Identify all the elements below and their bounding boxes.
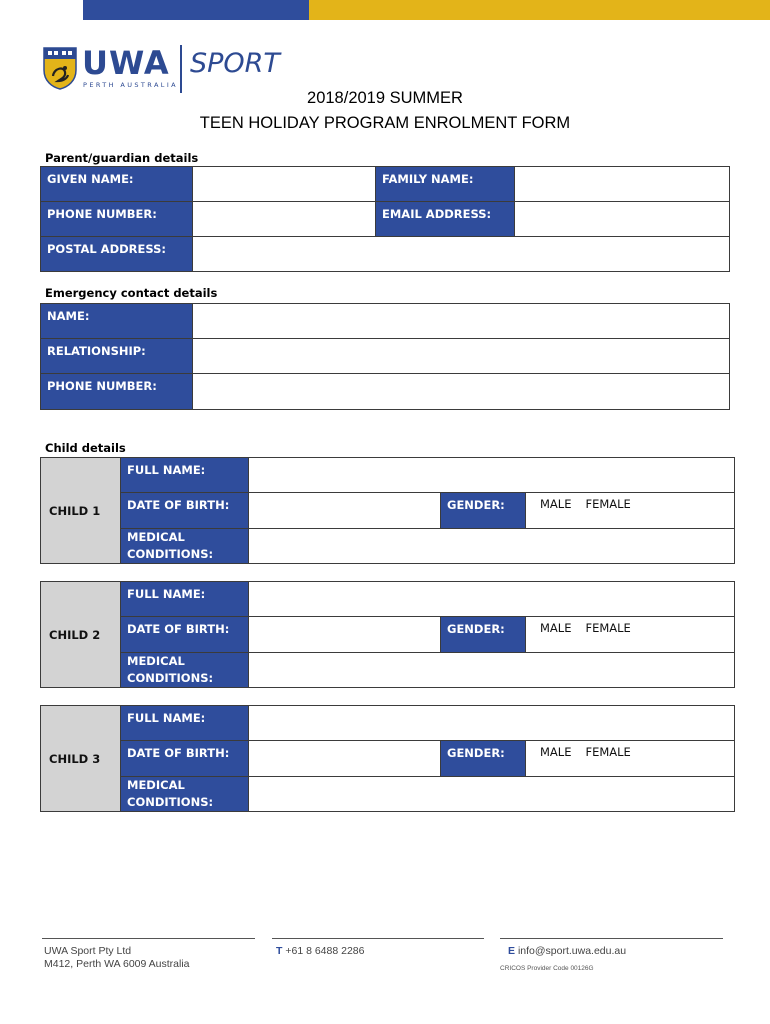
emergency-phone-field[interactable] [192, 373, 730, 410]
email-field[interactable] [514, 201, 730, 237]
child2-gender-options[interactable] [525, 616, 735, 653]
emergency-phone-label: PHONE NUMBER: [40, 373, 193, 410]
child2-dob-field[interactable] [248, 616, 441, 653]
footer-email-block [508, 945, 626, 958]
footer-company: UWA Sport Pty Ltd [44, 945, 132, 957]
child1-dob-label: DATE OF BIRTH: [120, 492, 249, 529]
child2-gender-label: GENDER: [440, 616, 526, 653]
postal-address-label: POSTAL ADDRESS: [40, 236, 193, 272]
child1-full-name-field[interactable] [248, 457, 735, 493]
child3-full-name-field[interactable] [248, 705, 735, 741]
logo-sport-wordmark: SPORT [190, 48, 280, 79]
child3-medical-label [120, 776, 249, 812]
medical-line2: CONDITIONS: [127, 795, 214, 809]
child1-gender-label: GENDER: [440, 492, 526, 529]
child3-medical-field[interactable] [248, 776, 735, 812]
footer-cricos: CRICOS Provider Code 00126G [500, 965, 594, 972]
child1-medical-field[interactable] [248, 528, 735, 564]
logo-uwa-wordmark: UWA [82, 44, 170, 82]
footer-rule-1 [42, 938, 255, 939]
email-label: EMAIL ADDRESS: [375, 201, 515, 237]
form-title-line2: TEEN HOLIDAY PROGRAM ENROLMENT FORM [199, 114, 571, 132]
child2-medical-field[interactable] [248, 652, 735, 688]
medical-line2: CONDITIONS: [127, 671, 214, 685]
child1-male-option[interactable]: MALE [540, 497, 572, 511]
child1-dob-field[interactable] [248, 492, 441, 529]
uwa-sport-logo [42, 44, 282, 94]
child2-label: CHILD 2 [40, 581, 121, 688]
emergency-section-heading: Emergency contact details [45, 286, 218, 300]
child2-male-option[interactable]: MALE [540, 621, 572, 635]
relationship-label: RELATIONSHIP: [40, 338, 193, 374]
given-name-label: GIVEN NAME: [40, 166, 193, 202]
child3-male-option[interactable]: MALE [540, 745, 572, 759]
child1-medical-label [120, 528, 249, 564]
medical-line1: MEDICAL [127, 654, 185, 668]
footer-phone-block [276, 945, 364, 958]
family-name-label: FAMILY NAME: [375, 166, 515, 202]
child2-dob-label: DATE OF BIRTH: [120, 616, 249, 653]
medical-line1: MEDICAL [127, 778, 185, 792]
parent-phone-field[interactable] [192, 201, 376, 237]
medical-line1: MEDICAL [127, 530, 185, 544]
child3-gender-options[interactable] [525, 740, 735, 777]
footer-phone[interactable]: +61 8 6488 2286 [285, 945, 365, 957]
child3-dob-label: DATE OF BIRTH: [120, 740, 249, 777]
family-name-field[interactable] [514, 166, 730, 202]
postal-address-field[interactable] [192, 236, 730, 272]
logo-divider [180, 45, 182, 93]
emergency-name-field[interactable] [192, 303, 730, 339]
child2-medical-label [120, 652, 249, 688]
child3-dob-field[interactable] [248, 740, 441, 777]
child-section-heading: Child details [45, 441, 126, 455]
parent-phone-label: PHONE NUMBER: [40, 201, 193, 237]
child2-full-name-label: FULL NAME: [120, 581, 249, 617]
footer-company-block [44, 945, 190, 971]
child3-gender-label: GENDER: [440, 740, 526, 777]
relationship-field[interactable] [192, 338, 730, 374]
child3-full-name-label: FULL NAME: [120, 705, 249, 741]
logo-perth-australia: PERTH AUSTRALIA [83, 81, 178, 89]
footer-phone-prefix: T [276, 945, 283, 957]
footer-address: M412, Perth WA 6009 Australia [44, 958, 190, 970]
header-band-gold [309, 0, 770, 20]
footer-rule-3 [500, 938, 723, 939]
child1-full-name-label: FULL NAME: [120, 457, 249, 493]
emergency-name-label: NAME: [40, 303, 193, 339]
uwa-crest-icon [42, 46, 78, 90]
footer-email-link[interactable]: info@sport.uwa.edu.au [517, 945, 627, 957]
child1-female-option[interactable]: FEMALE [585, 497, 631, 511]
parent-section-heading: Parent/guardian details [45, 151, 199, 165]
header-band-blue [83, 0, 309, 20]
child1-gender-options[interactable] [525, 492, 735, 529]
child2-full-name-field[interactable] [248, 581, 735, 617]
given-name-field[interactable] [192, 166, 376, 202]
form-title-line1: 2018/2019 SUMMER [307, 89, 463, 107]
child1-label: CHILD 1 [40, 457, 121, 564]
footer-rule-2 [272, 938, 484, 939]
child2-female-option[interactable]: FEMALE [585, 621, 631, 635]
medical-line2: CONDITIONS: [127, 547, 214, 561]
child3-label: CHILD 3 [40, 705, 121, 812]
footer-email-prefix: E [508, 945, 516, 957]
child3-female-option[interactable]: FEMALE [585, 745, 631, 759]
